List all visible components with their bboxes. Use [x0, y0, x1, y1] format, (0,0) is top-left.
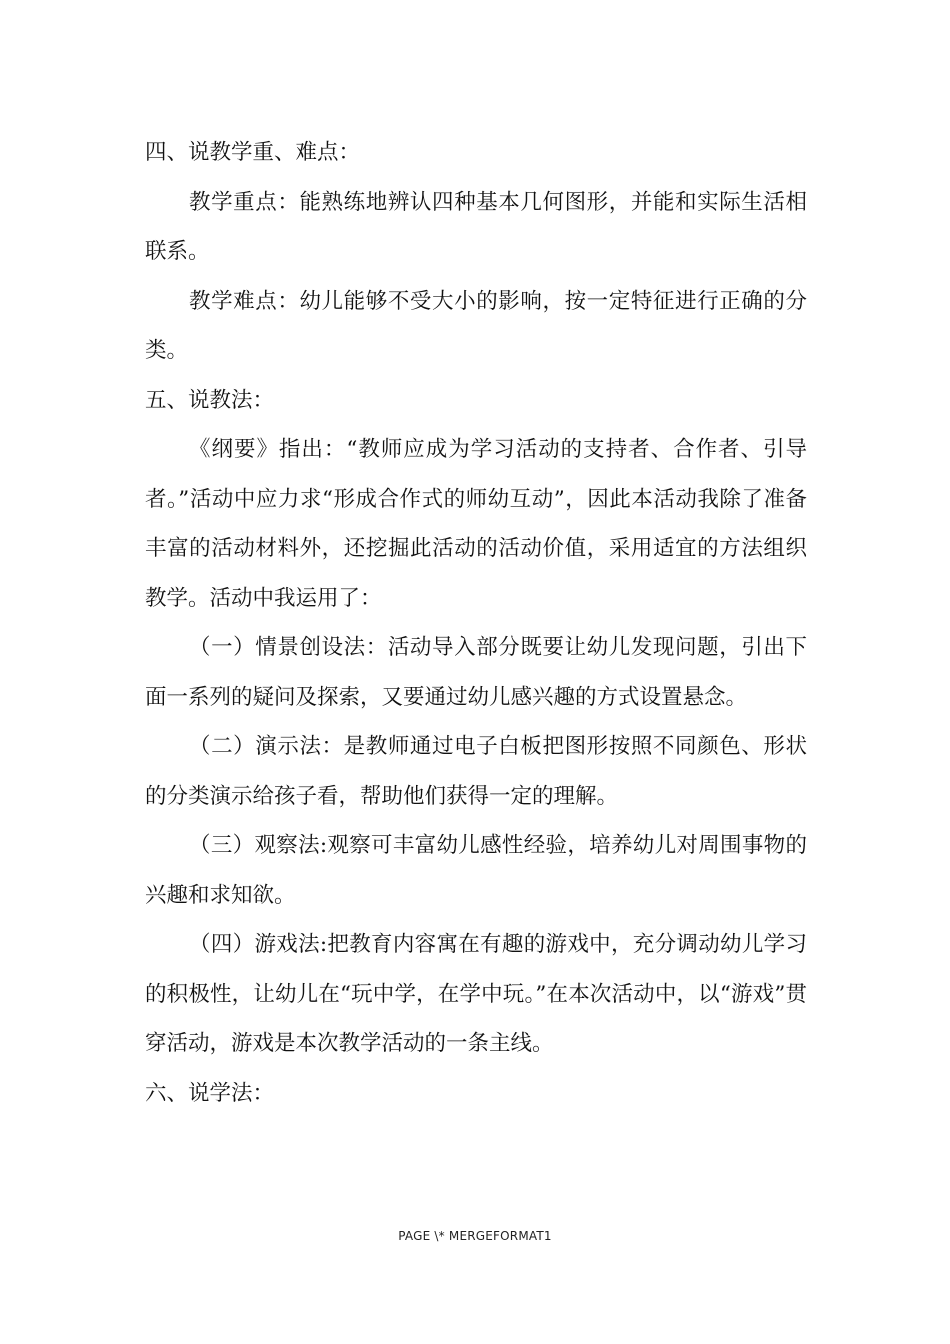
paragraph-method-1: （一）情景创设法：活动导入部分既要让幼儿发现问题，引出下面一系列的疑问及探索，又要通过幼儿感兴趣的方式设置悬念。	[145, 635, 807, 710]
section-heading-5: 五、说教法：	[145, 387, 275, 413]
document-body	[145, 128, 807, 1118]
paragraph-method-3: （三）观察法:观察可丰富幼儿感性经验，培养幼儿对周围事物的兴趣和求知欲。	[145, 833, 807, 908]
paragraph-method-2: （二）演示法：是教师通过电子白板把图形按照不同颜色、形状的分类演示给孩子看，帮助他们获得一定的理解。	[145, 734, 807, 809]
section-heading-6: 六、说学法：	[145, 1080, 275, 1106]
paragraph-difficulty: 教学难点：幼儿能够不受大小的影响，按一定特征进行正确的分类。	[145, 288, 807, 363]
paragraph-guideline: 《纲要》指出：“教师应成为学习活动的支持者、合作者、引导者。”活动中应力求“形成合作式的师幼互动”，因此本活动我除了准备丰富的活动材料外，还挖掘此活动的活动价值，采用适宜的方法组织教学。活动中我运用了：	[145, 437, 807, 611]
section-heading-4: 四、说教学重、难点：	[145, 140, 361, 165]
paragraph-key-point: 教学重点：能熟练地辨认四种基本几何图形，并能和实际生活相联系。	[145, 189, 807, 264]
page-footer: PAGE \* MERGEFORMAT1	[398, 1229, 552, 1243]
paragraph-method-4: （四）游戏法:把教育内容寓在有趣的游戏中，充分调动幼儿学习的积极性，让幼儿在“玩中学，在学中玩。”在本次活动中，以“游戏”贯穿活动，游戏是本次教学活动的一条主线。	[145, 932, 807, 1056]
